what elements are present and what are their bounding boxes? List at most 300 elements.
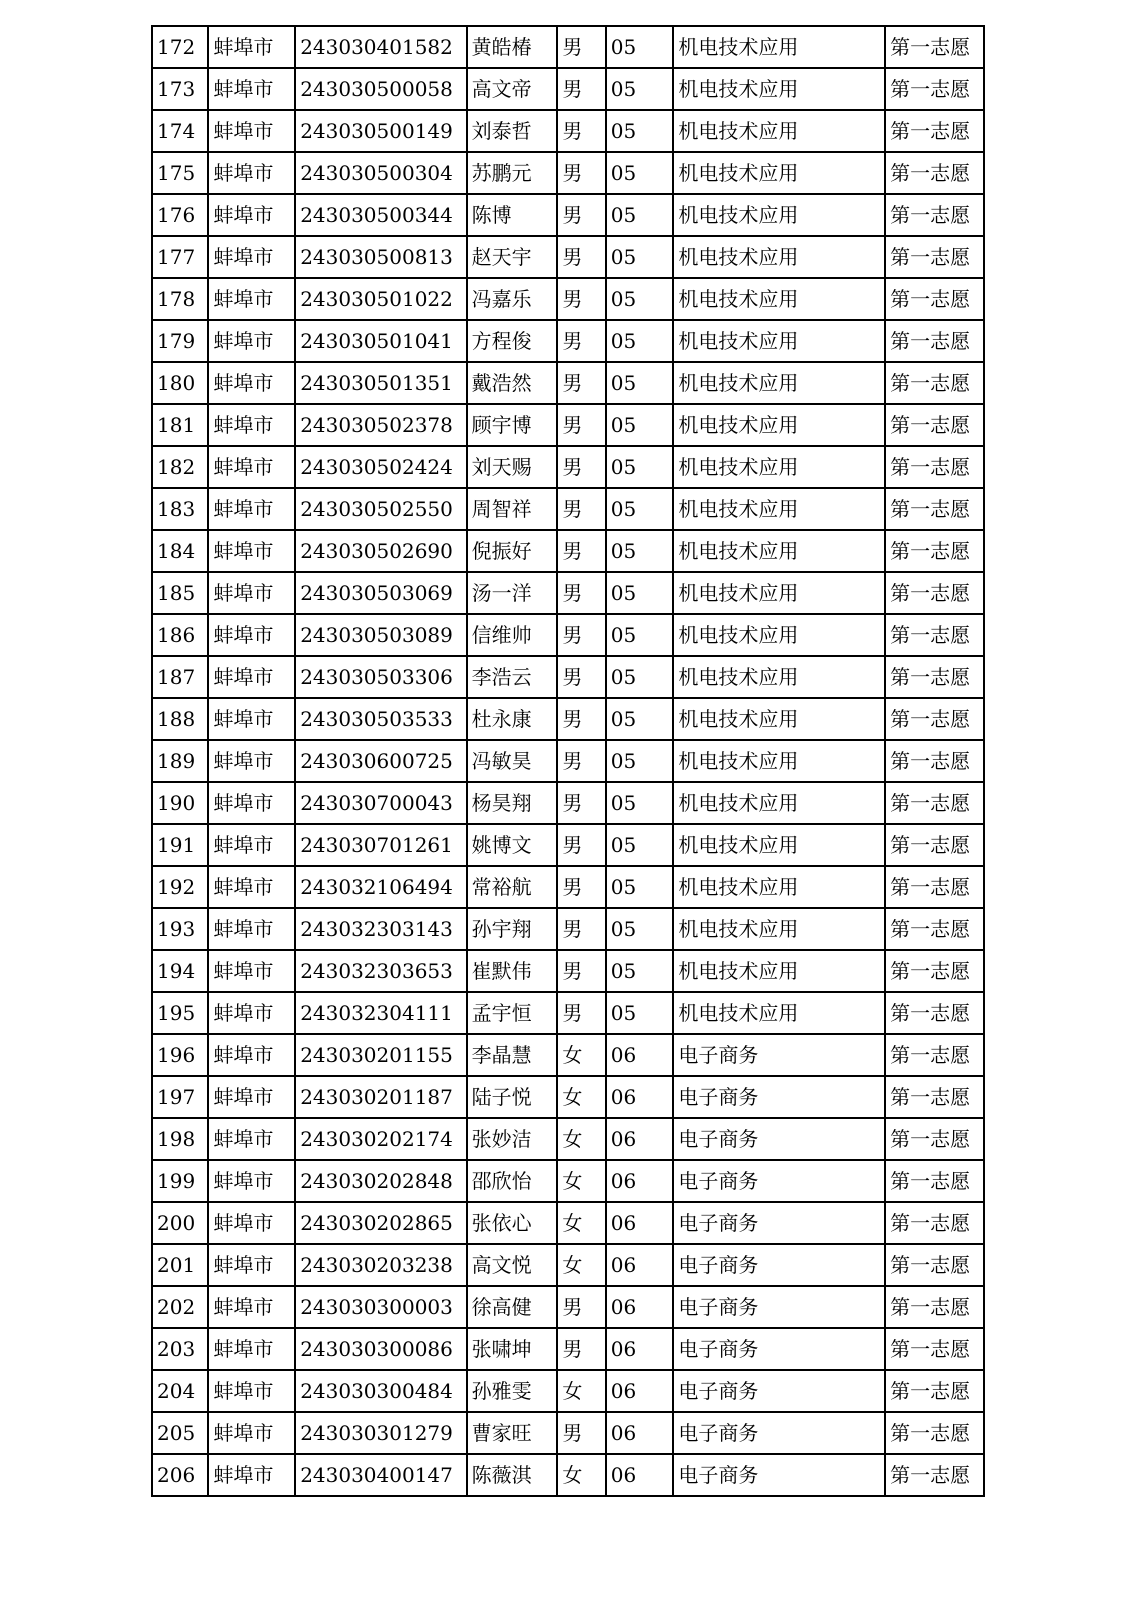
- exam-id-cell: 243030501041: [295, 320, 466, 362]
- seq-cell: 192: [152, 866, 208, 908]
- preference-cell: 第一志愿: [885, 1328, 984, 1370]
- major-code-cell: 06: [606, 1370, 674, 1412]
- name-cell: 陆子悦: [467, 1076, 558, 1118]
- preference-cell: 第一志愿: [885, 404, 984, 446]
- name-cell: 刘天赐: [467, 446, 558, 488]
- gender-cell: 男: [557, 614, 605, 656]
- name-cell: 孙雅雯: [467, 1370, 558, 1412]
- table-row: [152, 1370, 984, 1412]
- gender-cell: 男: [557, 68, 605, 110]
- city-cell: 蚌埠市: [208, 992, 295, 1034]
- major-name-cell: 机电技术应用: [673, 152, 885, 194]
- city-cell: 蚌埠市: [208, 1286, 295, 1328]
- major-name-cell: 机电技术应用: [673, 236, 885, 278]
- city-cell: 蚌埠市: [208, 110, 295, 152]
- table-row: [152, 1454, 984, 1496]
- seq-cell: 181: [152, 404, 208, 446]
- exam-id-cell: 243030201155: [295, 1034, 466, 1076]
- seq-cell: 194: [152, 950, 208, 992]
- seq-cell: 187: [152, 656, 208, 698]
- name-cell: 周智祥: [467, 488, 558, 530]
- exam-id-cell: 243030700043: [295, 782, 466, 824]
- gender-cell: 男: [557, 530, 605, 572]
- city-cell: 蚌埠市: [208, 908, 295, 950]
- city-cell: 蚌埠市: [208, 698, 295, 740]
- exam-id-cell: 243030202174: [295, 1118, 466, 1160]
- major-code-cell: 05: [606, 236, 674, 278]
- city-cell: 蚌埠市: [208, 740, 295, 782]
- seq-cell: 182: [152, 446, 208, 488]
- exam-id-cell: 243030501022: [295, 278, 466, 320]
- gender-cell: 女: [557, 1034, 605, 1076]
- major-name-cell: 电子商务: [673, 1160, 885, 1202]
- major-name-cell: 机电技术应用: [673, 26, 885, 68]
- name-cell: 崔默伟: [467, 950, 558, 992]
- gender-cell: 男: [557, 362, 605, 404]
- name-cell: 陈薇淇: [467, 1454, 558, 1496]
- city-cell: 蚌埠市: [208, 1160, 295, 1202]
- major-code-cell: 05: [606, 908, 674, 950]
- major-code-cell: 05: [606, 614, 674, 656]
- gender-cell: 男: [557, 656, 605, 698]
- name-cell: 高文悦: [467, 1244, 558, 1286]
- city-cell: 蚌埠市: [208, 1244, 295, 1286]
- name-cell: 方程俊: [467, 320, 558, 362]
- seq-cell: 205: [152, 1412, 208, 1454]
- gender-cell: 女: [557, 1202, 605, 1244]
- major-code-cell: 05: [606, 68, 674, 110]
- major-code-cell: 05: [606, 446, 674, 488]
- gender-cell: 女: [557, 1370, 605, 1412]
- preference-cell: 第一志愿: [885, 782, 984, 824]
- seq-cell: 184: [152, 530, 208, 572]
- gender-cell: 男: [557, 824, 605, 866]
- gender-cell: 男: [557, 992, 605, 1034]
- seq-cell: 202: [152, 1286, 208, 1328]
- table-row: [152, 530, 984, 572]
- table-row: [152, 740, 984, 782]
- city-cell: 蚌埠市: [208, 68, 295, 110]
- gender-cell: 女: [557, 1076, 605, 1118]
- major-name-cell: 机电技术应用: [673, 110, 885, 152]
- preference-cell: 第一志愿: [885, 1412, 984, 1454]
- preference-cell: 第一志愿: [885, 1160, 984, 1202]
- major-code-cell: 06: [606, 1328, 674, 1370]
- major-name-cell: 机电技术应用: [673, 698, 885, 740]
- city-cell: 蚌埠市: [208, 1034, 295, 1076]
- exam-id-cell: 243030502550: [295, 488, 466, 530]
- city-cell: 蚌埠市: [208, 362, 295, 404]
- preference-cell: 第一志愿: [885, 1454, 984, 1496]
- table-row: [152, 698, 984, 740]
- major-name-cell: 电子商务: [673, 1202, 885, 1244]
- city-cell: 蚌埠市: [208, 236, 295, 278]
- exam-id-cell: 243030501351: [295, 362, 466, 404]
- exam-id-cell: 243030503069: [295, 572, 466, 614]
- gender-cell: 男: [557, 1286, 605, 1328]
- city-cell: 蚌埠市: [208, 404, 295, 446]
- name-cell: 苏鹏元: [467, 152, 558, 194]
- city-cell: 蚌埠市: [208, 1328, 295, 1370]
- preference-cell: 第一志愿: [885, 530, 984, 572]
- major-code-cell: 06: [606, 1034, 674, 1076]
- table-row: [152, 1328, 984, 1370]
- city-cell: 蚌埠市: [208, 278, 295, 320]
- major-code-cell: 05: [606, 698, 674, 740]
- table-row: [152, 1202, 984, 1244]
- name-cell: 李晶慧: [467, 1034, 558, 1076]
- gender-cell: 男: [557, 236, 605, 278]
- table-row: [152, 194, 984, 236]
- major-code-cell: 06: [606, 1160, 674, 1202]
- table-row: [152, 1286, 984, 1328]
- exam-id-cell: 243032303143: [295, 908, 466, 950]
- exam-id-cell: 243030300086: [295, 1328, 466, 1370]
- major-name-cell: 机电技术应用: [673, 824, 885, 866]
- name-cell: 信维帅: [467, 614, 558, 656]
- name-cell: 戴浩然: [467, 362, 558, 404]
- table-row: [152, 572, 984, 614]
- gender-cell: 男: [557, 1412, 605, 1454]
- seq-cell: 174: [152, 110, 208, 152]
- exam-id-cell: 243030300003: [295, 1286, 466, 1328]
- seq-cell: 196: [152, 1034, 208, 1076]
- table-row: [152, 446, 984, 488]
- gender-cell: 男: [557, 26, 605, 68]
- major-name-cell: 机电技术应用: [673, 992, 885, 1034]
- exam-id-cell: 243030500058: [295, 68, 466, 110]
- name-cell: 孙宇翔: [467, 908, 558, 950]
- major-code-cell: 05: [606, 866, 674, 908]
- exam-id-cell: 243030203238: [295, 1244, 466, 1286]
- city-cell: 蚌埠市: [208, 1370, 295, 1412]
- major-name-cell: 机电技术应用: [673, 320, 885, 362]
- name-cell: 张妙洁: [467, 1118, 558, 1160]
- seq-cell: 180: [152, 362, 208, 404]
- name-cell: 高文帝: [467, 68, 558, 110]
- exam-id-cell: 243030400147: [295, 1454, 466, 1496]
- major-code-cell: 06: [606, 1412, 674, 1454]
- exam-id-cell: 243030300484: [295, 1370, 466, 1412]
- exam-id-cell: 243032106494: [295, 866, 466, 908]
- seq-cell: 193: [152, 908, 208, 950]
- city-cell: 蚌埠市: [208, 1412, 295, 1454]
- gender-cell: 女: [557, 1160, 605, 1202]
- major-code-cell: 05: [606, 320, 674, 362]
- preference-cell: 第一志愿: [885, 992, 984, 1034]
- name-cell: 倪振好: [467, 530, 558, 572]
- exam-id-cell: 243030600725: [295, 740, 466, 782]
- table-row: [152, 236, 984, 278]
- major-name-cell: 机电技术应用: [673, 782, 885, 824]
- major-code-cell: 05: [606, 992, 674, 1034]
- seq-cell: 199: [152, 1160, 208, 1202]
- table-row: [152, 488, 984, 530]
- preference-cell: 第一志愿: [885, 488, 984, 530]
- table-row: [152, 68, 984, 110]
- preference-cell: 第一志愿: [885, 194, 984, 236]
- gender-cell: 男: [557, 278, 605, 320]
- major-code-cell: 05: [606, 404, 674, 446]
- name-cell: 杨昊翔: [467, 782, 558, 824]
- name-cell: 黄皓椿: [467, 26, 558, 68]
- gender-cell: 男: [557, 740, 605, 782]
- city-cell: 蚌埠市: [208, 824, 295, 866]
- preference-cell: 第一志愿: [885, 572, 984, 614]
- preference-cell: 第一志愿: [885, 320, 984, 362]
- city-cell: 蚌埠市: [208, 152, 295, 194]
- major-code-cell: 05: [606, 278, 674, 320]
- preference-cell: 第一志愿: [885, 278, 984, 320]
- gender-cell: 男: [557, 572, 605, 614]
- city-cell: 蚌埠市: [208, 1076, 295, 1118]
- table-row: [152, 656, 984, 698]
- name-cell: 赵天宇: [467, 236, 558, 278]
- major-name-cell: 机电技术应用: [673, 740, 885, 782]
- major-name-cell: 机电技术应用: [673, 866, 885, 908]
- exam-id-cell: 243032304111: [295, 992, 466, 1034]
- city-cell: 蚌埠市: [208, 1118, 295, 1160]
- preference-cell: 第一志愿: [885, 1286, 984, 1328]
- seq-cell: 204: [152, 1370, 208, 1412]
- major-name-cell: 机电技术应用: [673, 68, 885, 110]
- city-cell: 蚌埠市: [208, 1202, 295, 1244]
- major-name-cell: 机电技术应用: [673, 194, 885, 236]
- city-cell: 蚌埠市: [208, 446, 295, 488]
- seq-cell: 176: [152, 194, 208, 236]
- admission-list-table: [151, 25, 985, 1497]
- exam-id-cell: 243032303653: [295, 950, 466, 992]
- seq-cell: 191: [152, 824, 208, 866]
- major-name-cell: 机电技术应用: [673, 530, 885, 572]
- name-cell: 陈博: [467, 194, 558, 236]
- seq-cell: 175: [152, 152, 208, 194]
- table-row: [152, 1412, 984, 1454]
- name-cell: 徐高健: [467, 1286, 558, 1328]
- gender-cell: 女: [557, 1244, 605, 1286]
- gender-cell: 男: [557, 488, 605, 530]
- major-name-cell: 机电技术应用: [673, 950, 885, 992]
- preference-cell: 第一志愿: [885, 656, 984, 698]
- exam-id-cell: 243030502378: [295, 404, 466, 446]
- gender-cell: 男: [557, 782, 605, 824]
- preference-cell: 第一志愿: [885, 950, 984, 992]
- gender-cell: 男: [557, 404, 605, 446]
- city-cell: 蚌埠市: [208, 488, 295, 530]
- table-row: [152, 152, 984, 194]
- table-row: [152, 26, 984, 68]
- major-code-cell: 05: [606, 572, 674, 614]
- city-cell: 蚌埠市: [208, 320, 295, 362]
- preference-cell: 第一志愿: [885, 908, 984, 950]
- name-cell: 张啸坤: [467, 1328, 558, 1370]
- table-row: [152, 614, 984, 656]
- seq-cell: 179: [152, 320, 208, 362]
- exam-id-cell: 243030201187: [295, 1076, 466, 1118]
- major-name-cell: 机电技术应用: [673, 446, 885, 488]
- major-code-cell: 06: [606, 1286, 674, 1328]
- major-name-cell: 电子商务: [673, 1286, 885, 1328]
- table-row: [152, 950, 984, 992]
- preference-cell: 第一志愿: [885, 614, 984, 656]
- preference-cell: 第一志愿: [885, 866, 984, 908]
- exam-id-cell: 243030503089: [295, 614, 466, 656]
- table-row: [152, 110, 984, 152]
- seq-cell: 198: [152, 1118, 208, 1160]
- name-cell: 杜永康: [467, 698, 558, 740]
- major-name-cell: 电子商务: [673, 1076, 885, 1118]
- city-cell: 蚌埠市: [208, 950, 295, 992]
- gender-cell: 女: [557, 1454, 605, 1496]
- major-name-cell: 机电技术应用: [673, 488, 885, 530]
- name-cell: 汤一洋: [467, 572, 558, 614]
- city-cell: 蚌埠市: [208, 26, 295, 68]
- name-cell: 孟宇恒: [467, 992, 558, 1034]
- seq-cell: 197: [152, 1076, 208, 1118]
- table-row: [152, 1034, 984, 1076]
- major-name-cell: 机电技术应用: [673, 614, 885, 656]
- major-name-cell: 电子商务: [673, 1034, 885, 1076]
- preference-cell: 第一志愿: [885, 152, 984, 194]
- table-row: [152, 278, 984, 320]
- major-code-cell: 05: [606, 782, 674, 824]
- exam-id-cell: 243030701261: [295, 824, 466, 866]
- preference-cell: 第一志愿: [885, 698, 984, 740]
- city-cell: 蚌埠市: [208, 866, 295, 908]
- major-name-cell: 电子商务: [673, 1244, 885, 1286]
- major-code-cell: 06: [606, 1118, 674, 1160]
- name-cell: 刘泰哲: [467, 110, 558, 152]
- gender-cell: 男: [557, 320, 605, 362]
- preference-cell: 第一志愿: [885, 1370, 984, 1412]
- major-code-cell: 05: [606, 26, 674, 68]
- preference-cell: 第一志愿: [885, 1034, 984, 1076]
- table-row: [152, 866, 984, 908]
- exam-id-cell: 243030202848: [295, 1160, 466, 1202]
- gender-cell: 女: [557, 1118, 605, 1160]
- preference-cell: 第一志愿: [885, 446, 984, 488]
- exam-id-cell: 243030202865: [295, 1202, 466, 1244]
- name-cell: 李浩云: [467, 656, 558, 698]
- major-name-cell: 机电技术应用: [673, 908, 885, 950]
- seq-cell: 189: [152, 740, 208, 782]
- exam-id-cell: 243030503533: [295, 698, 466, 740]
- table-row: [152, 908, 984, 950]
- major-name-cell: 机电技术应用: [673, 404, 885, 446]
- seq-cell: 186: [152, 614, 208, 656]
- seq-cell: 178: [152, 278, 208, 320]
- city-cell: 蚌埠市: [208, 572, 295, 614]
- table-row: [152, 1076, 984, 1118]
- major-code-cell: 05: [606, 656, 674, 698]
- table-row: [152, 992, 984, 1034]
- major-name-cell: 电子商务: [673, 1118, 885, 1160]
- exam-id-cell: 243030301279: [295, 1412, 466, 1454]
- gender-cell: 男: [557, 110, 605, 152]
- seq-cell: 190: [152, 782, 208, 824]
- major-name-cell: 电子商务: [673, 1412, 885, 1454]
- major-name-cell: 机电技术应用: [673, 656, 885, 698]
- table-row: [152, 1160, 984, 1202]
- table-row: [152, 320, 984, 362]
- major-name-cell: 电子商务: [673, 1454, 885, 1496]
- major-name-cell: 机电技术应用: [673, 362, 885, 404]
- seq-cell: 183: [152, 488, 208, 530]
- gender-cell: 男: [557, 908, 605, 950]
- preference-cell: 第一志愿: [885, 26, 984, 68]
- major-code-cell: 05: [606, 740, 674, 782]
- preference-cell: 第一志愿: [885, 68, 984, 110]
- table-row: [152, 362, 984, 404]
- major-code-cell: 05: [606, 194, 674, 236]
- gender-cell: 男: [557, 866, 605, 908]
- preference-cell: 第一志愿: [885, 236, 984, 278]
- city-cell: 蚌埠市: [208, 614, 295, 656]
- gender-cell: 男: [557, 1328, 605, 1370]
- name-cell: 冯嘉乐: [467, 278, 558, 320]
- exam-id-cell: 243030401582: [295, 26, 466, 68]
- major-code-cell: 05: [606, 824, 674, 866]
- name-cell: 姚博文: [467, 824, 558, 866]
- gender-cell: 男: [557, 698, 605, 740]
- table-row: [152, 1118, 984, 1160]
- major-code-cell: 05: [606, 950, 674, 992]
- major-code-cell: 05: [606, 110, 674, 152]
- major-code-cell: 05: [606, 488, 674, 530]
- preference-cell: 第一志愿: [885, 362, 984, 404]
- exam-id-cell: 243030500813: [295, 236, 466, 278]
- preference-cell: 第一志愿: [885, 1202, 984, 1244]
- seq-cell: 203: [152, 1328, 208, 1370]
- name-cell: 张依心: [467, 1202, 558, 1244]
- preference-cell: 第一志愿: [885, 740, 984, 782]
- exam-id-cell: 243030502690: [295, 530, 466, 572]
- table-body: [152, 26, 984, 1496]
- major-code-cell: 05: [606, 152, 674, 194]
- major-code-cell: 06: [606, 1076, 674, 1118]
- gender-cell: 男: [557, 152, 605, 194]
- name-cell: 冯敏昊: [467, 740, 558, 782]
- gender-cell: 男: [557, 446, 605, 488]
- seq-cell: 172: [152, 26, 208, 68]
- name-cell: 曹家旺: [467, 1412, 558, 1454]
- table-row: [152, 824, 984, 866]
- name-cell: 顾宇博: [467, 404, 558, 446]
- major-code-cell: 06: [606, 1244, 674, 1286]
- major-name-cell: 电子商务: [673, 1328, 885, 1370]
- name-cell: 邵欣怡: [467, 1160, 558, 1202]
- major-name-cell: 电子商务: [673, 1370, 885, 1412]
- seq-cell: 177: [152, 236, 208, 278]
- seq-cell: 185: [152, 572, 208, 614]
- seq-cell: 200: [152, 1202, 208, 1244]
- seq-cell: 173: [152, 68, 208, 110]
- preference-cell: 第一志愿: [885, 824, 984, 866]
- name-cell: 常裕航: [467, 866, 558, 908]
- exam-id-cell: 243030502424: [295, 446, 466, 488]
- major-name-cell: 机电技术应用: [673, 572, 885, 614]
- city-cell: 蚌埠市: [208, 1454, 295, 1496]
- seq-cell: 201: [152, 1244, 208, 1286]
- preference-cell: 第一志愿: [885, 1244, 984, 1286]
- seq-cell: 195: [152, 992, 208, 1034]
- city-cell: 蚌埠市: [208, 194, 295, 236]
- major-code-cell: 05: [606, 362, 674, 404]
- major-name-cell: 机电技术应用: [673, 278, 885, 320]
- city-cell: 蚌埠市: [208, 782, 295, 824]
- table-row: [152, 782, 984, 824]
- major-code-cell: 05: [606, 530, 674, 572]
